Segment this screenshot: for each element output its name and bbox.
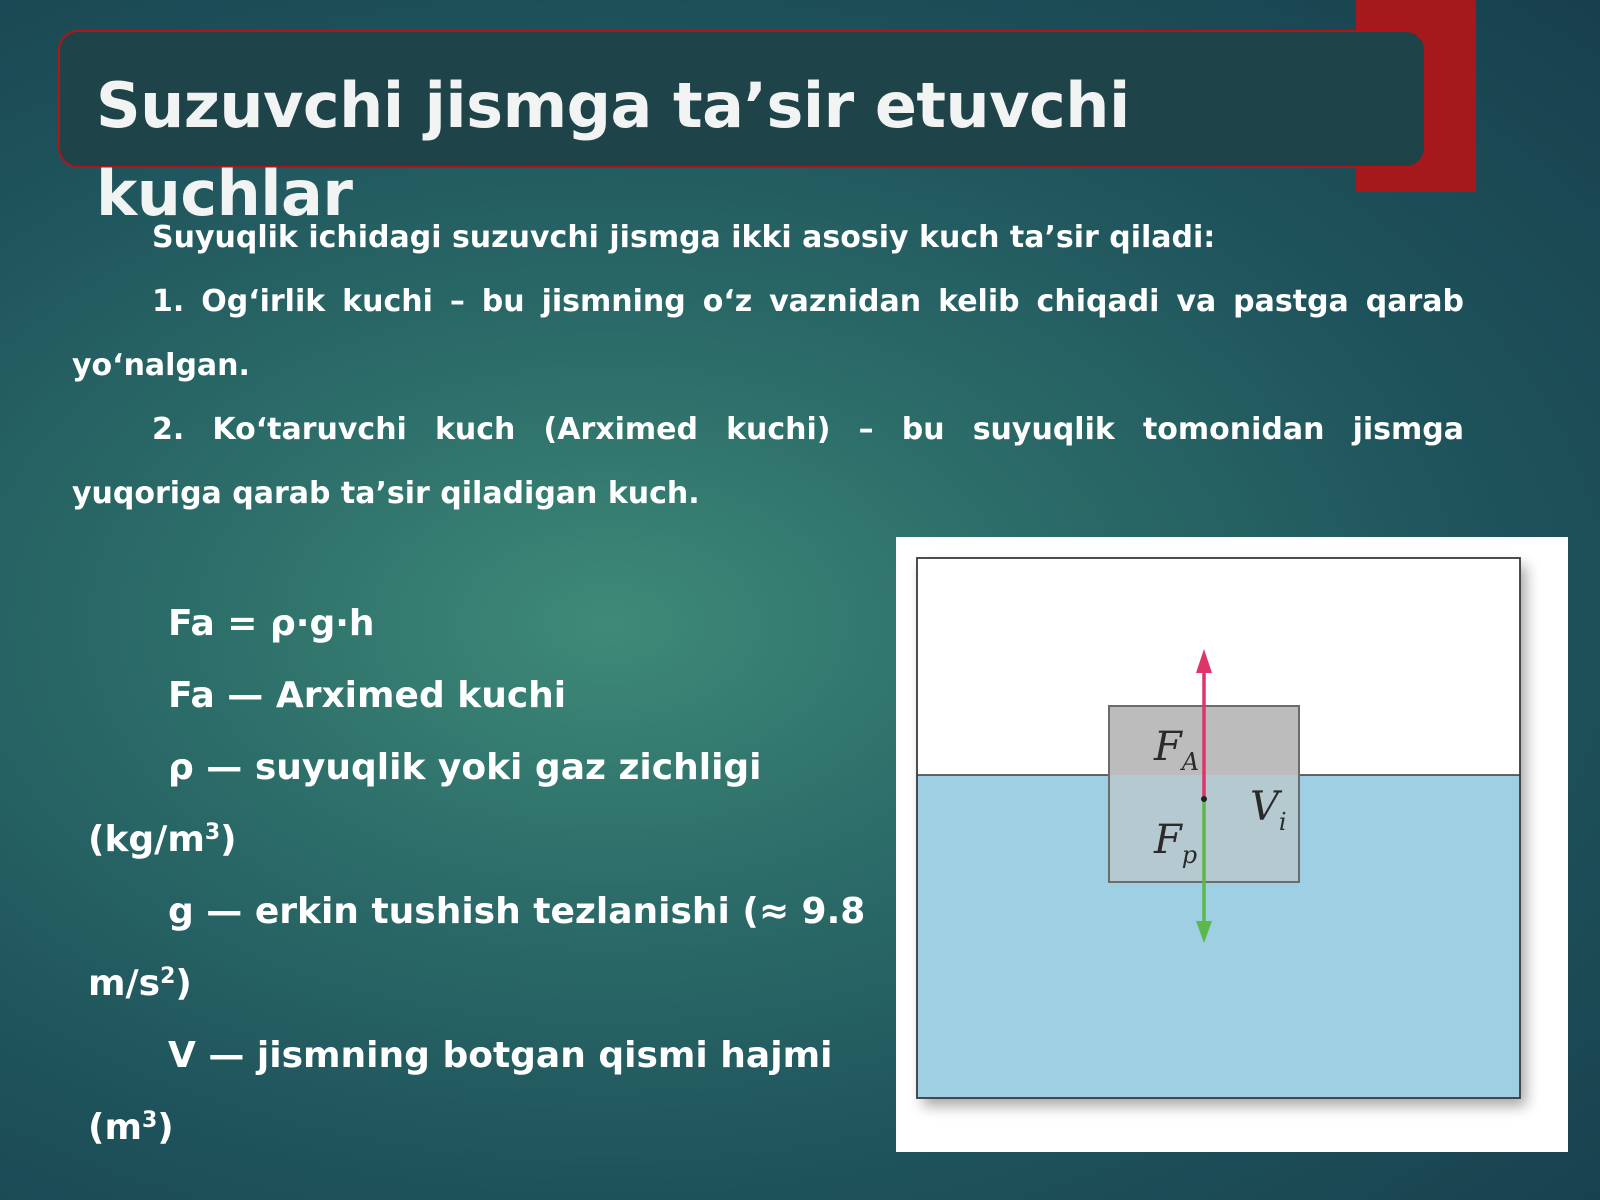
def-rho-end: ) [220, 819, 237, 860]
intro-item-gravity: 1. Og‘irlik kuchi – bu jismning o‘z vaznidan kelib chiqadi va pastga qarab yo‘nalgan. [72, 284, 1464, 383]
label-v-sub: i [1278, 808, 1287, 836]
def-rho-exponent: 3 [204, 820, 221, 845]
intro-item-buoyancy: 2. Ko‘taruvchi kuch (Arximed kuchi) – bu suyuqlik tomonidan jismga yuqoriga qarab ta’sir qiladigan kuch. [72, 412, 1464, 511]
def-g [88, 876, 878, 1020]
definitions [88, 588, 878, 1164]
def-g-end: ) [175, 963, 192, 1004]
intro-text [72, 206, 1464, 526]
label-fa-sub: A [1181, 748, 1200, 776]
def-v-text: V — jismning botgan qismi hajmi (m [88, 1035, 833, 1148]
def-v [88, 1020, 878, 1164]
def-v-end: ) [157, 1107, 174, 1148]
def-rho-text: ρ — suyuqlik yoki gaz zichligi (kg/m [88, 747, 762, 860]
def-g-exponent: 2 [160, 964, 176, 989]
label-fa-main: F [1154, 724, 1182, 770]
def-v-exponent: 3 [141, 1108, 158, 1133]
label-fp-main: F [1154, 817, 1182, 863]
label-fp-sub: p [1181, 841, 1198, 869]
page-title: Suzuvchi jismga ta’sir etuvchi kuchlar [96, 69, 1130, 230]
buoyancy-diagram [896, 537, 1568, 1152]
def-rho [88, 732, 878, 876]
def-g-text: g — erkin tushish tezlanishi (≈ 9.8 m/s [88, 891, 866, 1004]
def-fa: Fa — Arximed kuchi [168, 675, 567, 716]
intro-line: Suyuqlik ichidagi suzuvchi jismga ikki asosiy kuch ta’sir qiladi: [152, 220, 1216, 255]
formula: Fa = ρ·g·h [168, 603, 375, 644]
center-point [1201, 796, 1207, 802]
buoyancy-diagram-svg [896, 537, 1568, 1152]
label-v-main: V [1250, 784, 1279, 830]
